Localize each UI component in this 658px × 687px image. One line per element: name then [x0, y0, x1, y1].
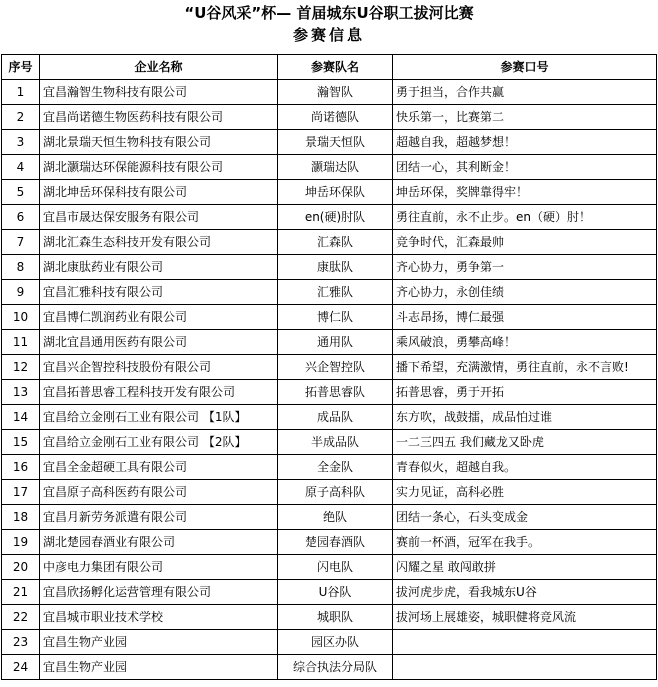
table-row	[2, 455, 657, 480]
row-number: 21	[2, 580, 40, 605]
company-name: 中彦电力集团有限公司	[40, 555, 278, 580]
team-slogan: 播下希望，充满激情，勇往直前，永不言败!	[393, 355, 657, 380]
company-name: 宜昌生物产业园	[40, 655, 278, 680]
team-name: 拓普思睿队	[278, 380, 393, 405]
team-slogan: 乘风破浪，勇攀高峰！	[393, 330, 657, 355]
row-number: 7	[2, 230, 40, 255]
table-row	[2, 355, 657, 380]
team-slogan: 勇于担当，合作共赢	[393, 80, 657, 105]
team-slogan	[393, 630, 657, 655]
team-name: 成品队	[278, 405, 393, 430]
table-row	[2, 405, 657, 430]
row-number: 11	[2, 330, 40, 355]
team-name: 城职队	[278, 605, 393, 630]
team-name: 尚诺德队	[278, 105, 393, 130]
company-name: 宜昌给立金刚石工业有限公司 【1队】	[40, 405, 278, 430]
company-name: 宜昌尚诺德生物医药科技有限公司	[40, 105, 278, 130]
company-name: 宜昌拓普思睿工程科技开发有限公司	[40, 380, 278, 405]
company-name: 宜昌兴企智控科技股份有限公司	[40, 355, 278, 380]
team-slogan: 闪耀之星 敢闯敢拼	[393, 555, 657, 580]
team-slogan: 超越自我，超越梦想！	[393, 130, 657, 155]
team-slogan	[393, 655, 657, 680]
row-number: 6	[2, 205, 40, 230]
header-team: 参赛队名	[278, 55, 393, 80]
table-row	[2, 280, 657, 305]
team-name: 汇森队	[278, 230, 393, 255]
company-name: 湖北宜昌通用医药有限公司	[40, 330, 278, 355]
row-number: 17	[2, 480, 40, 505]
company-name: 宜昌生物产业园	[40, 630, 278, 655]
team-name: 景瑞天恒队	[278, 130, 393, 155]
team-name: 楚园春酒队	[278, 530, 393, 555]
company-name: 湖北楚园春酒业有限公司	[40, 530, 278, 555]
row-number: 19	[2, 530, 40, 555]
team-slogan: 实力见证，高科必胜	[393, 480, 657, 505]
row-number: 22	[2, 605, 40, 630]
table-row	[2, 230, 657, 255]
table-row	[2, 205, 657, 230]
team-name: 园区办队	[278, 630, 393, 655]
company-name: 宜昌瀚智生物科技有限公司	[40, 80, 278, 105]
team-slogan: 青春似火，超越自我。	[393, 455, 657, 480]
table-row	[2, 305, 657, 330]
table-row	[2, 605, 657, 630]
table-row	[2, 80, 657, 105]
participants-table	[1, 54, 657, 680]
team-slogan: 拔河虎步虎，看我城东U谷	[393, 580, 657, 605]
table-row	[2, 380, 657, 405]
row-number: 20	[2, 555, 40, 580]
team-slogan: 一二三四五 我们藏龙又卧虎	[393, 430, 657, 455]
row-number: 13	[2, 380, 40, 405]
team-name: 汇雅队	[278, 280, 393, 305]
company-name: 宜昌城市职业技术学校	[40, 605, 278, 630]
company-name: 湖北坤岳环保科技有限公司	[40, 180, 278, 205]
row-number: 14	[2, 405, 40, 430]
row-number: 15	[2, 430, 40, 455]
row-number: 1	[2, 80, 40, 105]
team-name: 通用队	[278, 330, 393, 355]
team-name: 康肽队	[278, 255, 393, 280]
table-row	[2, 630, 657, 655]
company-name: 宜昌原子高科医药有限公司	[40, 480, 278, 505]
company-name: 湖北景瑞天恒生物科技有限公司	[40, 130, 278, 155]
team-name: 瀚智队	[278, 80, 393, 105]
table-row	[2, 155, 657, 180]
row-number: 4	[2, 155, 40, 180]
company-name: 宜昌市晟达保安服务有限公司	[40, 205, 278, 230]
document-title: “U谷风采”杯— 首届城东U谷职工拔河比赛	[184, 4, 474, 22]
row-number: 16	[2, 455, 40, 480]
row-number: 24	[2, 655, 40, 680]
team-name: 全金队	[278, 455, 393, 480]
team-slogan: 竞争时代，汇森最帅	[393, 230, 657, 255]
header-no: 序号	[2, 55, 40, 80]
team-slogan: 快乐第一，比赛第二	[393, 105, 657, 130]
table-row	[2, 130, 657, 155]
header-slogan: 参赛口号	[393, 55, 657, 80]
team-slogan: 拓普思睿，勇于开拓	[393, 380, 657, 405]
table-body	[2, 80, 657, 680]
table-row	[2, 555, 657, 580]
team-name: 博仁队	[278, 305, 393, 330]
team-name: 坤岳环保队	[278, 180, 393, 205]
company-name: 宜昌月新劳务派遣有限公司	[40, 505, 278, 530]
company-name: 湖北汇森生态科技开发有限公司	[40, 230, 278, 255]
row-number: 23	[2, 630, 40, 655]
company-name: 宜昌汇雅科技有限公司	[40, 280, 278, 305]
team-slogan: 斗志昂扬，博仁最强	[393, 305, 657, 330]
team-name: 绝队	[278, 505, 393, 530]
team-slogan: 团结一条心，石头变成金	[393, 505, 657, 530]
team-name: 兴企智控队	[278, 355, 393, 380]
team-slogan: 东方吹，战鼓擂，成品怕过谁	[393, 405, 657, 430]
team-slogan: 赛前一杯酒，冠军在我手。	[393, 530, 657, 555]
company-name: 宜昌博仁凯润药业有限公司	[40, 305, 278, 330]
table-row	[2, 580, 657, 605]
team-slogan: 团结一心，其利断金！	[393, 155, 657, 180]
company-name: 湖北灏瑞达环保能源科技有限公司	[40, 155, 278, 180]
header-row	[2, 55, 657, 80]
table-row	[2, 430, 657, 455]
team-name: 综合执法分局队	[278, 655, 393, 680]
table-row	[2, 180, 657, 205]
row-number: 3	[2, 130, 40, 155]
team-slogan: 拔河场上展雄姿，城职健将竞风流	[393, 605, 657, 630]
row-number: 10	[2, 305, 40, 330]
table-row	[2, 255, 657, 280]
table-row	[2, 105, 657, 130]
team-slogan: 坤岳环保，奖牌靠得牢！	[393, 180, 657, 205]
row-number: 8	[2, 255, 40, 280]
team-name: 半成品队	[278, 430, 393, 455]
team-name: 灏瑞达队	[278, 155, 393, 180]
table-row	[2, 480, 657, 505]
table-row	[2, 505, 657, 530]
table-row	[2, 655, 657, 680]
row-number: 9	[2, 280, 40, 305]
company-name: 宜昌欣扬孵化运营管理有限公司	[40, 580, 278, 605]
company-name: 宜昌给立金刚石工业有限公司 【2队】	[40, 430, 278, 455]
row-number: 2	[2, 105, 40, 130]
team-name: 原子高科队	[278, 480, 393, 505]
row-number: 12	[2, 355, 40, 380]
header-company: 企业名称	[40, 55, 278, 80]
document-subtitle: 参赛信息	[292, 26, 365, 44]
team-slogan: 齐心协力，勇争第一	[393, 255, 657, 280]
row-number: 5	[2, 180, 40, 205]
table-row	[2, 330, 657, 355]
team-name: U谷队	[278, 580, 393, 605]
team-name: 闪电队	[278, 555, 393, 580]
team-slogan: 勇往直前，永不止步。en（硬）肘！	[393, 205, 657, 230]
team-slogan: 齐心协力，永创佳绩	[393, 280, 657, 305]
team-name: en(硬)肘队	[278, 205, 393, 230]
table-row	[2, 530, 657, 555]
company-name: 宜昌全金超硬工具有限公司	[40, 455, 278, 480]
row-number: 18	[2, 505, 40, 530]
company-name: 湖北康肽药业有限公司	[40, 255, 278, 280]
